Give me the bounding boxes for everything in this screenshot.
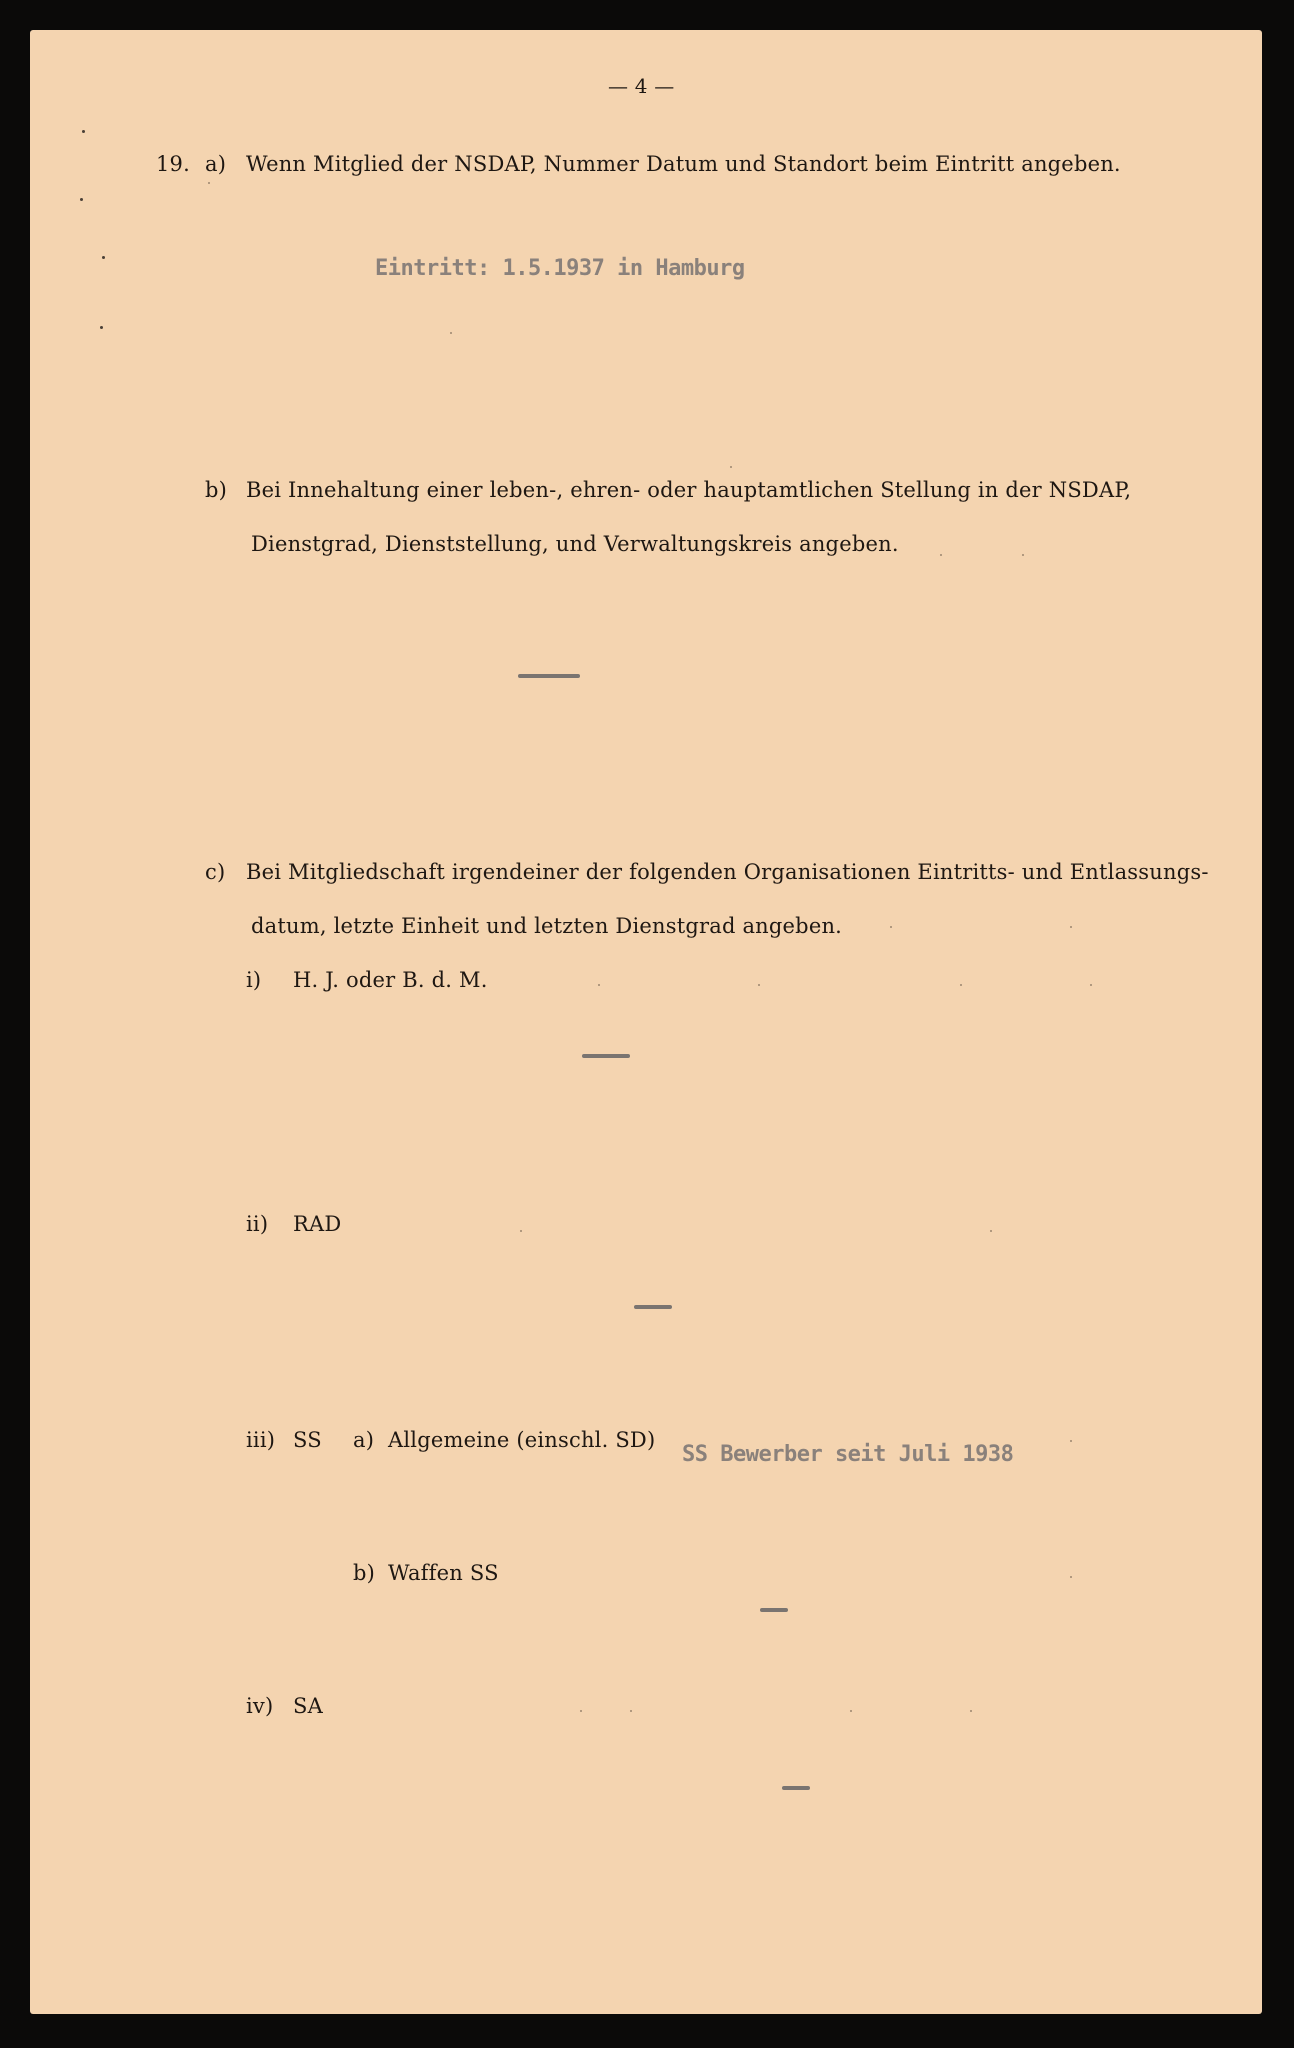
paper-speck: [850, 1710, 852, 1712]
item-iii-sub-b-label: b): [353, 1561, 376, 1585]
paper-speck: [730, 466, 732, 468]
question-a-label: a): [205, 152, 227, 176]
margin-dot: [82, 130, 85, 133]
paper-speck: [630, 1710, 632, 1712]
question-b-label: b): [205, 478, 228, 502]
item-ii-label: ii): [246, 1212, 269, 1236]
paper-speck: [1090, 984, 1092, 986]
answer-b-dash: [518, 674, 580, 678]
item-ii-text: RAD: [293, 1212, 342, 1236]
paper-speck: [598, 984, 600, 986]
paper-speck: [520, 1230, 522, 1232]
item-i-label: i): [246, 968, 262, 992]
question-b-text-line2: Dienstgrad, Dienststellung, und Verwaltungskreis angeben.: [251, 532, 899, 556]
answer-iii-a-typed: SS Bewerber seit Juli 1938: [682, 1442, 1014, 1467]
question-number: 19.: [156, 152, 190, 176]
paper-speck: [1022, 554, 1024, 556]
question-b-text-line1: Bei Innehaltung einer leben-, ehren- oder hauptamtlichen Stellung in der NSDAP,: [246, 478, 1132, 502]
question-c-text-line2: datum, letzte Einheit und letzten Dienstgrad angeben.: [251, 914, 843, 938]
paper-speck: [960, 984, 962, 986]
question-c-label: c): [205, 860, 226, 884]
item-i-text: H. J. oder B. d. M.: [293, 968, 488, 992]
margin-dot: [80, 198, 83, 201]
paper-speck: [940, 554, 942, 556]
answer-a-typed: Eintritt: 1.5.1937 in Hamburg: [375, 256, 745, 281]
margin-dot: [100, 326, 103, 329]
item-iv-text: SA: [293, 1694, 323, 1718]
item-iii-sub-a-label: a): [353, 1428, 375, 1452]
item-iv-label: iv): [246, 1694, 274, 1718]
answer-i-dash: [582, 1054, 630, 1058]
item-iii-sub-b-text: Waffen SS: [388, 1561, 499, 1585]
paper-speck: [450, 332, 452, 334]
paper-speck: [1070, 926, 1072, 928]
paper-speck: [580, 1710, 582, 1712]
page-number: — 4 —: [608, 74, 675, 98]
paper-speck: [970, 1710, 972, 1712]
question-c-text-line1: Bei Mitgliedschaft irgendeiner der folgenden Organisationen Eintritts- und Entlassungs-: [246, 860, 1209, 884]
answer-iii-b-dash: [760, 1608, 788, 1612]
question-a-text: Wenn Mitglied der NSDAP, Nummer Datum und Standort beim Eintritt angeben.: [246, 152, 1121, 176]
item-iii-sub-a-text: Allgemeine (einschl. SD): [388, 1428, 656, 1452]
document-page: [30, 30, 1262, 2014]
paper-speck: [990, 1230, 992, 1232]
paper-speck: [208, 182, 210, 184]
paper-speck: [758, 984, 760, 986]
paper-speck: [1070, 1576, 1072, 1578]
paper-speck: [890, 926, 892, 928]
margin-dot: [102, 256, 105, 259]
answer-ii-dash: [634, 1305, 672, 1309]
answer-iv-dash: [782, 1786, 810, 1790]
item-iii-label: iii): [246, 1428, 276, 1452]
paper-speck: [1070, 1440, 1072, 1442]
item-iii-text: SS: [293, 1428, 322, 1452]
